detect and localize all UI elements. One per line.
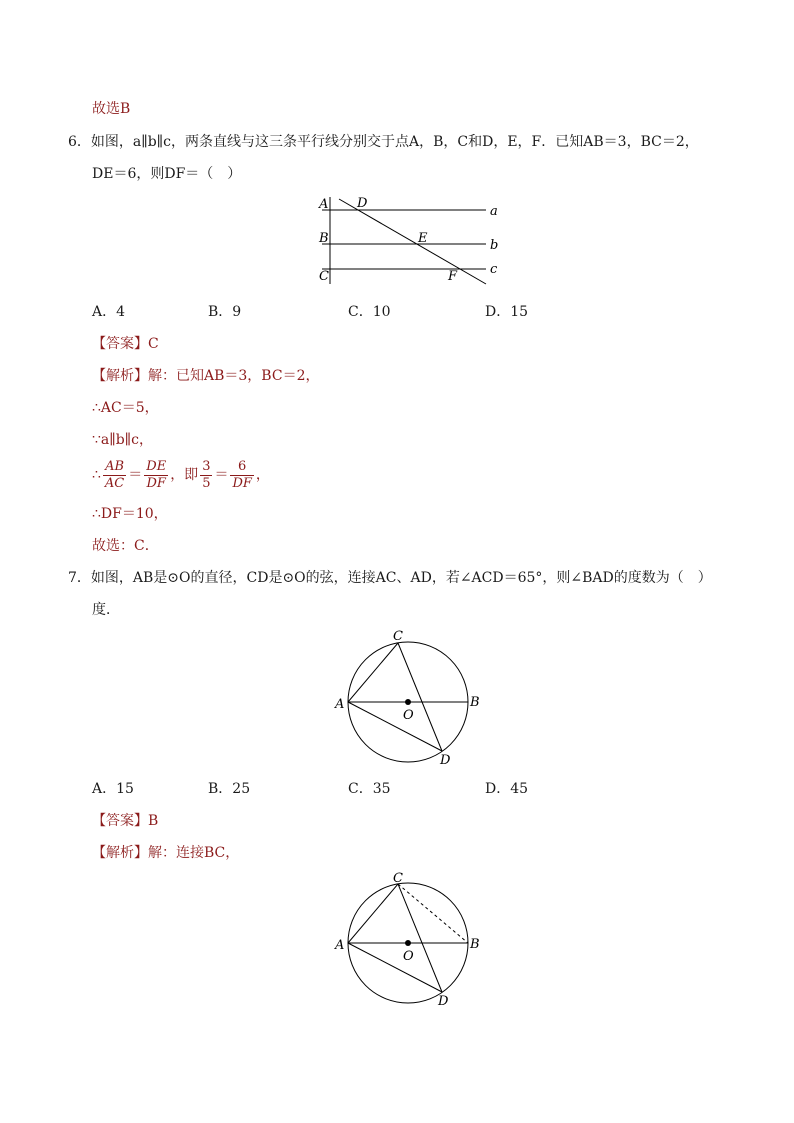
analysis-7-step1: 解：连接BC， — [148, 845, 240, 861]
fraction-6-df — [230, 459, 253, 492]
analysis-6-step4 — [92, 458, 270, 492]
label-A: A — [335, 697, 345, 712]
chord-ad — [348, 943, 442, 992]
label-D: D — [438, 994, 449, 1009]
question-6-stem-line2: DE＝6，则DF＝（ ） — [92, 166, 242, 182]
analysis-6-step1: 解：已知AB＝3，BC＝2， — [148, 368, 320, 384]
dashed-chord-bc — [398, 884, 468, 943]
step4-end: ， — [255, 467, 270, 483]
fraction-3-5 — [200, 459, 212, 492]
equals-sign: ＝ — [128, 467, 143, 483]
fraction-denominator: DF — [232, 475, 252, 491]
step4-connector: ，即 — [170, 467, 199, 483]
answer-7: 【答案】B — [92, 813, 159, 829]
label-C: C — [393, 629, 403, 644]
label-F: F — [448, 269, 458, 284]
option-a: A．15 — [92, 781, 134, 797]
chord-cd — [398, 884, 442, 992]
analysis-tag: 【解析】 — [92, 845, 148, 861]
question-7-stem-line1: 7．如图，AB是⊙O的直径，CD是⊙O的弦，连接AC、AD，若∠ACD＝65°，则∠BAD的度数为（ ） — [68, 570, 712, 586]
option-a: A．4 — [92, 304, 126, 320]
label-a: a — [490, 204, 498, 219]
analysis-6-line1 — [92, 367, 319, 385]
previous-conclusion: 故选B — [92, 101, 131, 117]
label-c: c — [490, 262, 498, 277]
label-b: b — [490, 238, 499, 253]
label-D: D — [357, 196, 368, 211]
answer-6: 【答案】C — [92, 336, 159, 352]
label-B: B — [319, 231, 329, 246]
parallel-lines-figure — [310, 192, 510, 288]
therefore-symbol: ∴ — [92, 467, 101, 483]
label-C: C — [393, 872, 403, 886]
fraction-numerator: AB — [103, 459, 126, 476]
analysis-tag: 【解析】 — [92, 368, 148, 384]
option-b: B．25 — [208, 781, 251, 797]
circle-figure-with-bc — [330, 872, 490, 1012]
label-A: A — [319, 197, 329, 212]
label-O: O — [403, 949, 414, 964]
label-B: B — [470, 937, 480, 952]
analysis-6-step5: ∴DF＝10， — [92, 506, 168, 522]
center-point — [405, 699, 411, 705]
analysis-6-step2: ∴AC＝5， — [92, 400, 159, 416]
question-7-stem-line2: 度． — [92, 602, 120, 618]
label-B: B — [470, 695, 480, 710]
circle-figure — [330, 628, 490, 768]
label-O: O — [403, 708, 414, 723]
option-c: C．35 — [348, 781, 391, 797]
label-A: A — [335, 938, 345, 953]
fraction-denominator: 5 — [202, 475, 211, 491]
equals-sign: ＝ — [214, 467, 229, 483]
label-E: E — [418, 231, 428, 246]
option-d: D．45 — [485, 781, 529, 797]
fraction-ab-ac — [103, 459, 126, 492]
fraction-denominator: AC — [104, 475, 125, 491]
center-point — [405, 940, 411, 946]
analysis-6-step3: ∵a∥b∥c， — [92, 432, 153, 448]
label-C: C — [319, 269, 329, 284]
fraction-denominator: DF — [146, 475, 166, 491]
question-6-stem-line1: 6．如图，a∥b∥c，两条直线与这三条平行线分别交于点A，B，C和D，E，F．已知AB＝3，BC＝2， — [68, 134, 699, 150]
option-b: B．9 — [208, 304, 242, 320]
fraction-numerator: 3 — [202, 458, 211, 474]
option-d: D．15 — [485, 304, 529, 320]
conclusion-6: 故选：C． — [92, 538, 159, 554]
transversal-df — [339, 199, 486, 284]
fraction-de-df — [144, 459, 168, 492]
fraction-numerator: DE — [146, 458, 167, 474]
option-c: C．10 — [348, 304, 391, 320]
analysis-7-line1 — [92, 844, 239, 862]
fraction-numerator: 6 — [230, 459, 253, 476]
chord-ad — [348, 702, 442, 751]
label-D: D — [440, 753, 451, 768]
chord-cd — [398, 643, 442, 751]
